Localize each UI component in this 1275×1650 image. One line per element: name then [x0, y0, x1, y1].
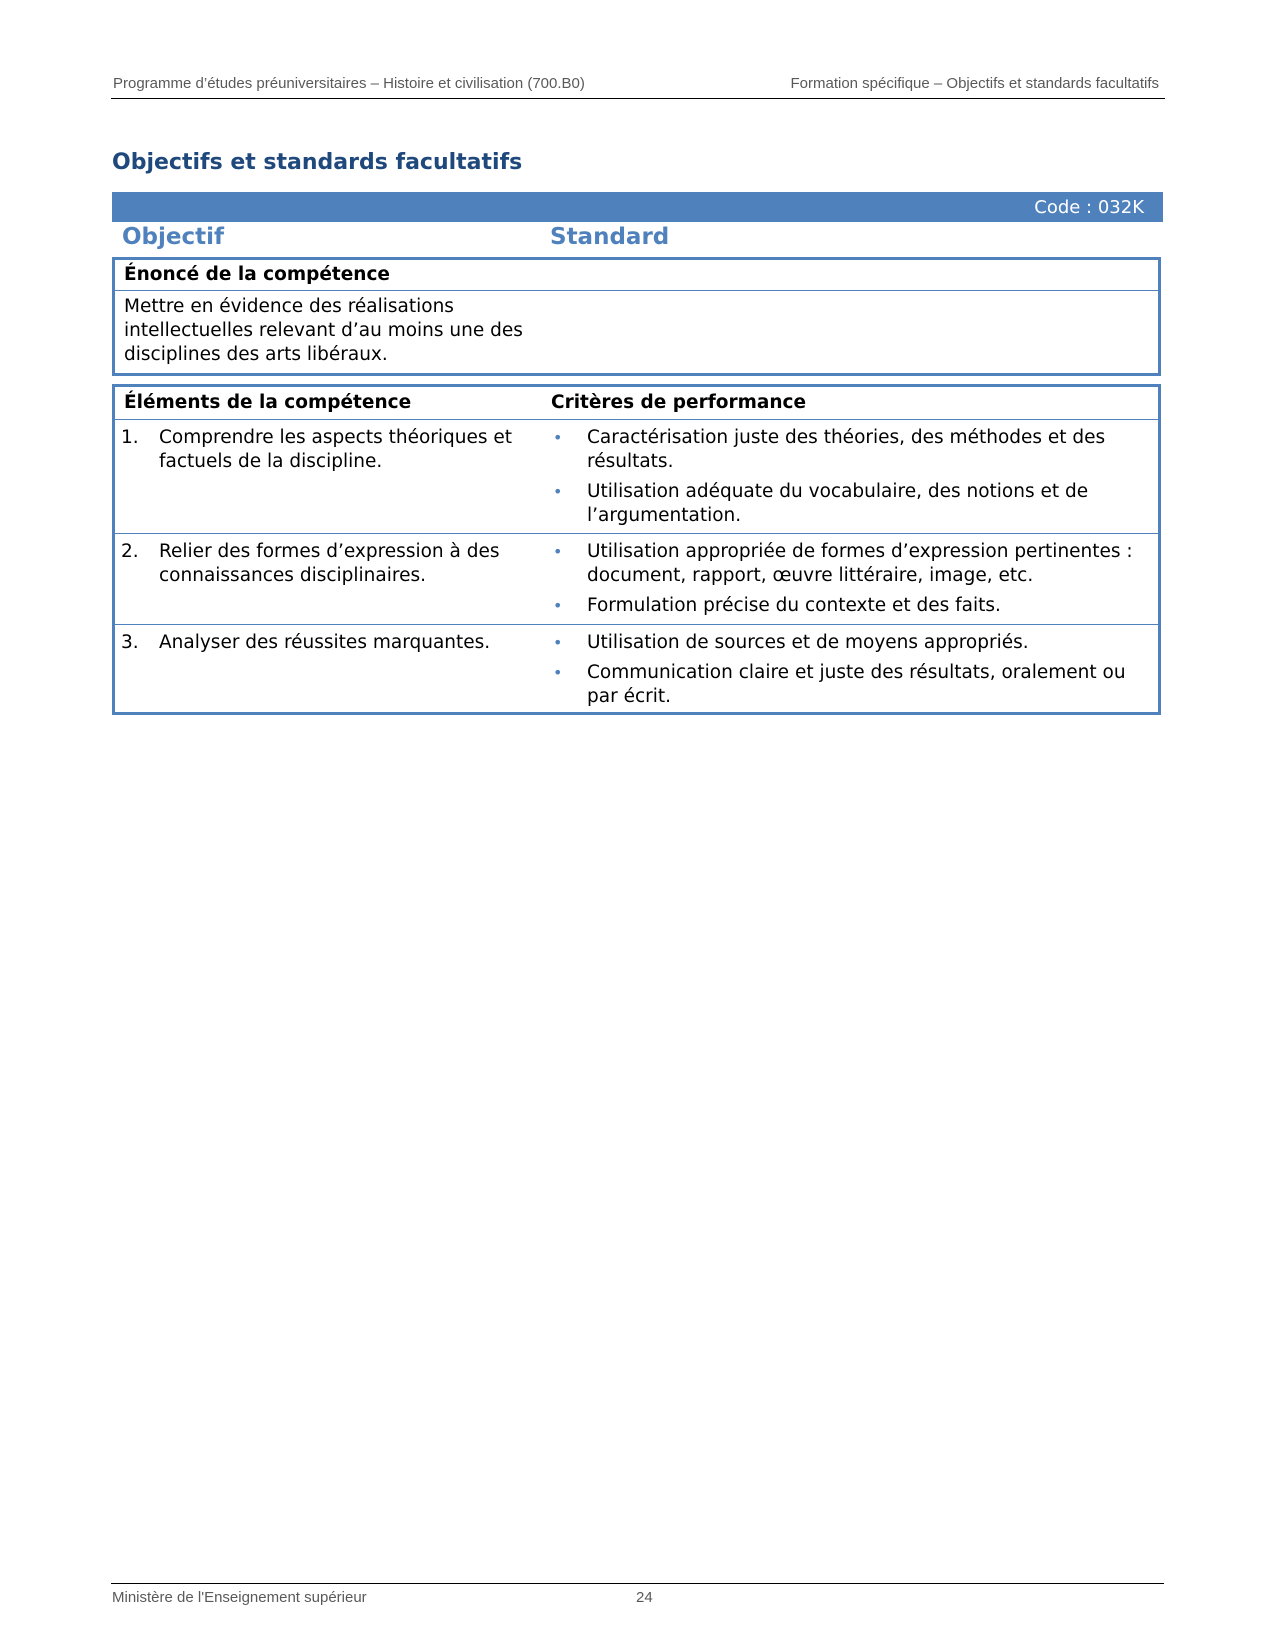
- criterion-text: Communication claire et juste des résultats, oralement ou par écrit.: [587, 662, 1126, 707]
- criterion-text: Caractérisation juste des théories, des méthodes et des résultats.: [587, 427, 1106, 472]
- list-item: [551, 661, 1155, 709]
- criterion-text: Utilisation appropriée de formes d’expression pertinentes : document, rapport, œuvre littéraire, image, etc.: [587, 541, 1133, 586]
- list-item: [551, 540, 1155, 588]
- criterion-text: Formulation précise du contexte et des faits.: [587, 595, 1001, 616]
- bullet-dot-icon: •: [553, 482, 563, 501]
- list-item: [551, 480, 1155, 528]
- table-row: [115, 420, 1158, 534]
- bullet-dot-icon: •: [553, 633, 563, 652]
- code-bar: [112, 192, 1163, 222]
- element-text: Relier des formes d’expression à des connaissances disciplinaires.: [159, 541, 500, 586]
- element-number: 3.: [121, 632, 139, 653]
- list-item: [551, 631, 1155, 655]
- element-number: 2.: [121, 541, 139, 562]
- column-heading-standard: Standard: [550, 224, 670, 250]
- enonce-box: [112, 257, 1161, 376]
- element-number: 1.: [121, 427, 139, 448]
- list-item: [551, 594, 1155, 618]
- running-header: [111, 74, 1165, 99]
- footer-ministry: Ministère de l'Enseignement supérieur: [112, 1589, 367, 1606]
- criteria-list: [551, 426, 1155, 534]
- element-text: Analyser des réussites marquantes.: [159, 632, 491, 653]
- elements-table-header: [115, 387, 1158, 420]
- column-heading-objectif: Objectif: [122, 224, 225, 250]
- bullet-dot-icon: •: [553, 542, 563, 561]
- bullet-dot-icon: •: [553, 663, 563, 682]
- competency-code: Code : 032K: [1034, 197, 1144, 218]
- criteria-heading: Critères de performance: [551, 392, 807, 413]
- elements-table: [112, 384, 1161, 715]
- enonce-heading: Énoncé de la compétence: [115, 260, 1158, 291]
- criteria-list: [551, 540, 1155, 624]
- header-program-title: Programme d’études préuniversitaires – Histoire et civilisation (700.B0): [113, 75, 585, 92]
- criteria-list: [551, 631, 1155, 715]
- bullet-dot-icon: •: [553, 596, 563, 615]
- header-section-title: Formation spécifique – Objectifs et standards facultatifs: [790, 75, 1159, 92]
- table-row: [115, 625, 1158, 716]
- page-title: Objectifs et standards facultatifs: [112, 150, 523, 175]
- element-text: Comprendre les aspects théoriques et factuels de la discipline.: [159, 427, 513, 472]
- bullet-dot-icon: •: [553, 428, 563, 447]
- elements-heading: Éléments de la compétence: [124, 392, 412, 413]
- list-item: [551, 426, 1155, 474]
- table-row: [115, 534, 1158, 625]
- enonce-text: Mettre en évidence des réalisations intellectuelles relevant d’au moins une des disciplines des arts libéraux.: [124, 296, 523, 365]
- criterion-text: Utilisation adéquate du vocabulaire, des notions et de l’argumentation.: [587, 481, 1089, 526]
- page-number: 24: [636, 1589, 653, 1606]
- criterion-text: Utilisation de sources et de moyens appropriés.: [587, 632, 1029, 653]
- running-footer: [111, 1583, 1164, 1606]
